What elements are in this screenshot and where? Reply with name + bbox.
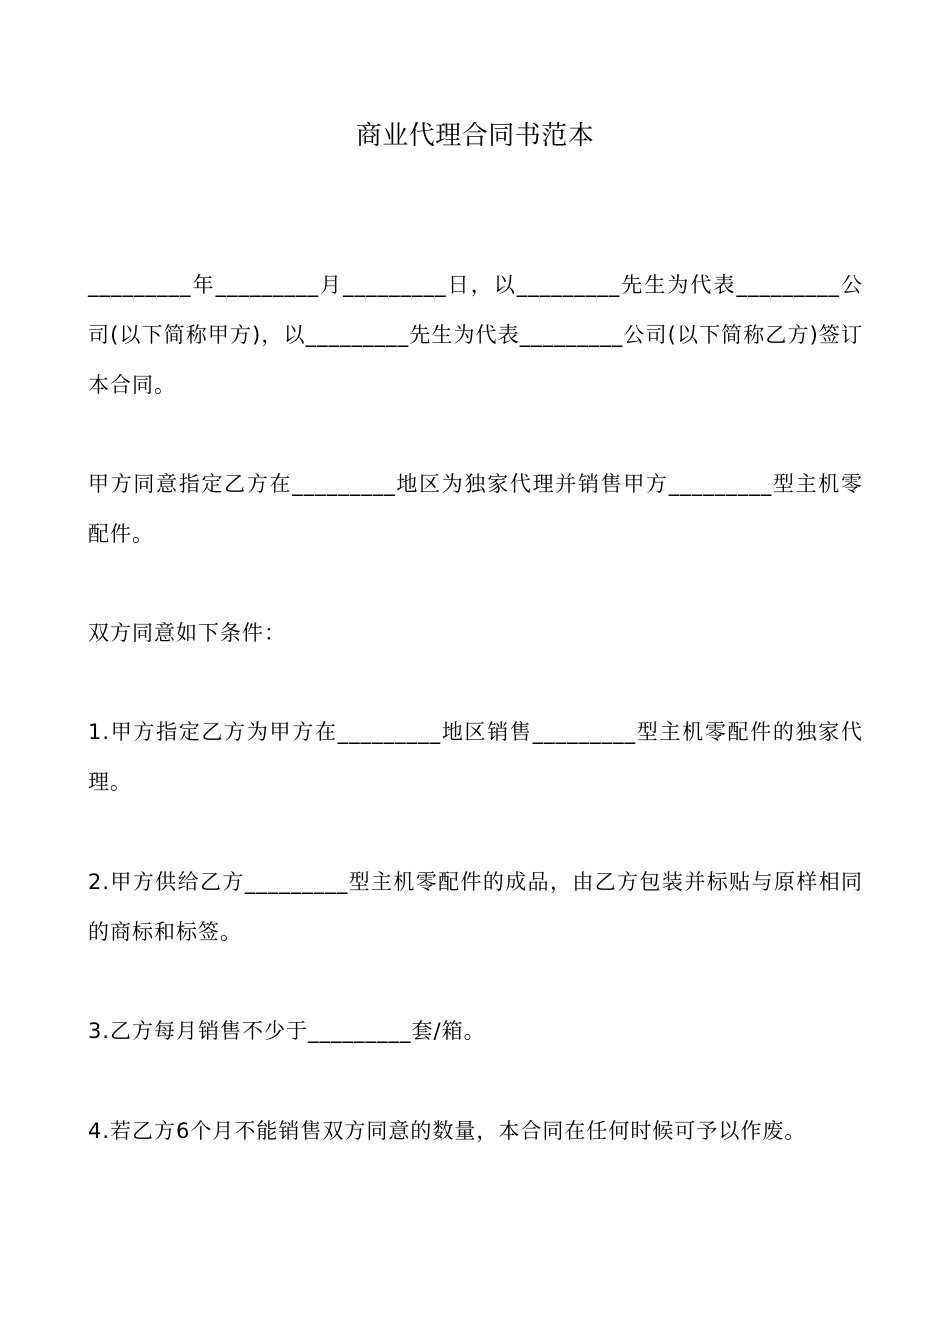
paragraph-parties: _________年_________月_________日，以_________先生为代表_________公司(以下简称甲方)，以_________先生为代表_________公司(以下简称乙方)签订本合同。 bbox=[88, 273, 863, 397]
document-title: 商业代理合同书范本 bbox=[355, 121, 595, 151]
clause-2: 2.甲方供给乙方_________型主机零配件的成品，由乙方包装并标贴与原样相同的商标和标签。 bbox=[88, 870, 863, 944]
clause-4: 4.若乙方6个月不能销售双方同意的数量，本合同在任何时候可予以作废。 bbox=[88, 1119, 807, 1143]
clause-1: 1.甲方指定乙方为甲方在_________地区销售_________型主机零配件的独家代理。 bbox=[88, 720, 863, 794]
paragraph-appointment: 甲方同意指定乙方在_________地区为独家代理并销售甲方_________型主机零配件。 bbox=[88, 472, 863, 546]
paragraph-conditions-intro: 双方同意如下条件： bbox=[88, 621, 286, 645]
clause-3: 3.乙方每月销售不少于_________套/箱。 bbox=[88, 1019, 486, 1043]
